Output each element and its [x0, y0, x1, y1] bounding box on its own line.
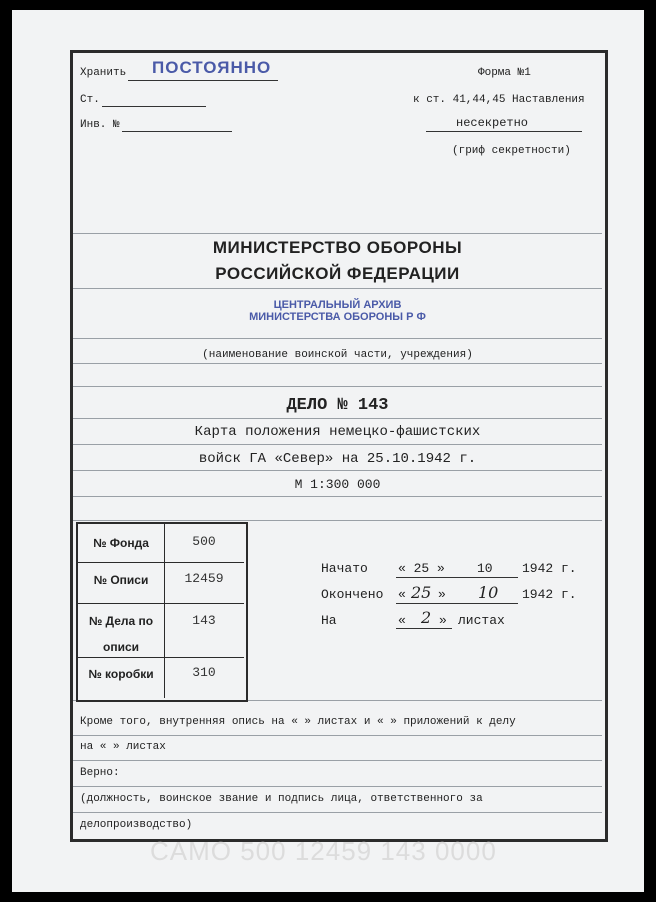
archive-stamp-line-1: ЦЕНТРАЛЬНЫЙ АРХИВ	[273, 299, 402, 311]
registry-row-line	[78, 562, 244, 563]
footer-inventory-line: Кроме того, внутренняя опись на « » листах и « » приложений к делу	[80, 716, 516, 728]
ruled-line	[73, 735, 602, 736]
case-description-line-1: Карта положения немецко-фашистских	[194, 424, 481, 440]
watermark: CAMO 500 12459 143 0000	[150, 836, 497, 866]
finished-underline	[396, 603, 518, 604]
footer-records-caption: делопроизводство)	[80, 819, 193, 831]
ruled-line	[73, 288, 602, 289]
finished-day-close: »	[438, 587, 446, 602]
started-day: « 25 »	[398, 561, 445, 576]
started-month: 10	[477, 561, 493, 576]
sheets-close: »	[439, 613, 447, 628]
ministry-line-1: МИНИСТЕРСТВО ОБОРОНЫ	[212, 238, 463, 257]
sheets-count: 2	[421, 608, 432, 627]
started-year: 1942 г.	[522, 561, 577, 576]
ruled-line	[73, 338, 602, 339]
ruled-line	[73, 786, 602, 787]
st-label: Ст.	[80, 94, 100, 106]
fond-label: № Фонда	[93, 536, 149, 550]
started-label: Начато	[321, 561, 368, 576]
store-label: Хранить	[80, 67, 127, 79]
finished-day-open: «	[398, 587, 406, 602]
store-stamp: ПОСТОЯННО	[152, 58, 272, 77]
footer-sheets-line: на « » листах	[80, 741, 166, 753]
ruled-line	[73, 470, 602, 471]
archive-stamp-line-2: МИНИСТЕРСТВА ОБОРОНЫ Р Ф	[249, 311, 426, 323]
box-label: № коробки	[88, 667, 154, 681]
registry-row-line	[78, 657, 244, 658]
secrecy-caption: (гриф секретности)	[452, 145, 571, 157]
form-number: Форма №1	[478, 67, 531, 79]
st-underline	[102, 106, 206, 107]
ruled-line	[73, 812, 602, 813]
fond-value: 500	[192, 534, 216, 549]
on-label: На	[321, 613, 337, 628]
store-underline	[128, 80, 278, 81]
ruled-line	[73, 496, 602, 497]
finished-label: Окончено	[321, 587, 384, 602]
case-description-line-2: войск ГА «Север» на 25.10.1942 г.	[198, 451, 477, 467]
delo-value: 143	[192, 613, 216, 628]
secrecy-underline	[426, 131, 582, 132]
ministry-line-2: РОССИЙСКОЙ ФЕДЕРАЦИИ	[215, 264, 460, 283]
opis-label: № Описи	[93, 573, 149, 587]
finished-day: 25	[411, 583, 432, 602]
footer-verified-label: Верно:	[80, 767, 120, 779]
secrecy-value: несекретно	[456, 116, 529, 130]
article-reference: к ст. 41,44,45 Наставления	[413, 94, 585, 106]
case-title: ДЕЛО № 143	[286, 396, 389, 415]
ruled-line	[73, 520, 602, 521]
box-value: 310	[192, 665, 216, 680]
inv-label: Инв. №	[80, 119, 120, 131]
unit-caption: (наименование воинской части, учреждения)	[202, 349, 473, 361]
delo-label-line-1: № Дела по	[88, 614, 154, 628]
finished-month: 10	[478, 583, 499, 602]
ruled-line	[73, 760, 602, 761]
ruled-line	[73, 444, 602, 445]
inv-underline	[122, 131, 232, 132]
sheets-label: листах	[458, 613, 505, 628]
case-scale: М 1:300 000	[294, 477, 381, 492]
ruled-line	[73, 233, 602, 234]
opis-value: 12459	[184, 571, 224, 586]
delo-label-line-2: описи	[102, 640, 139, 654]
finished-year: 1942 г.	[522, 587, 577, 602]
footer-position-caption: (должность, воинское звание и подпись лица, ответственного за	[80, 793, 483, 805]
sheets-open: «	[398, 613, 406, 628]
started-underline	[396, 577, 518, 578]
sheets-underline	[396, 628, 452, 629]
ruled-line	[73, 386, 602, 387]
ruled-line	[73, 363, 602, 364]
ruled-line	[73, 418, 602, 419]
registry-row-line	[78, 603, 244, 604]
